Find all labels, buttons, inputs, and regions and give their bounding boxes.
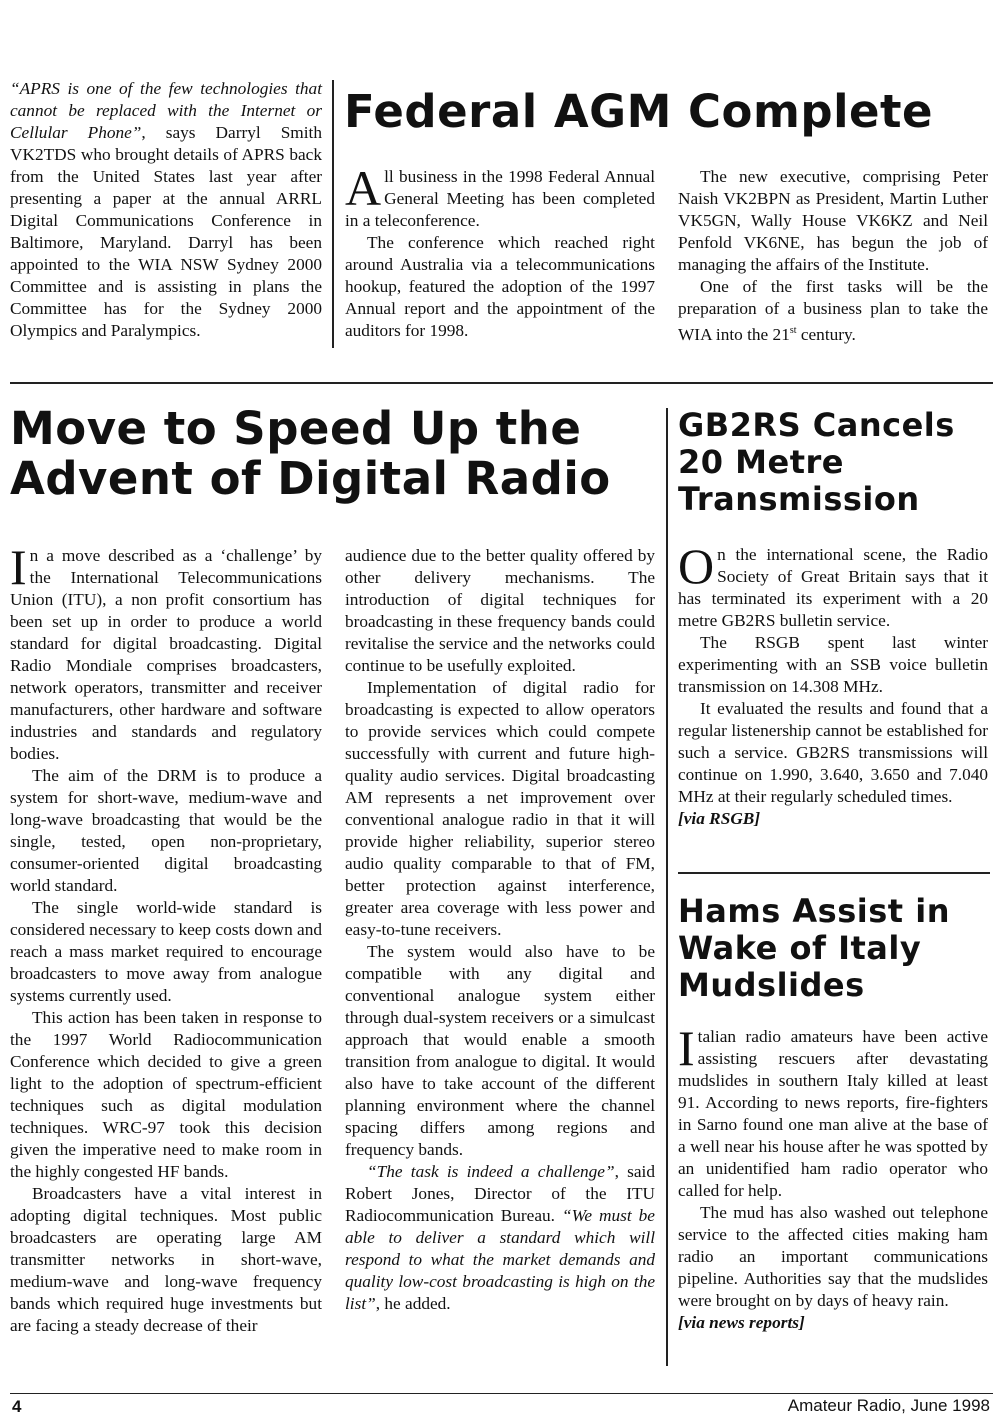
agm-paragraph-3: The new executive, comprising Peter Naish VK2BPN as President, Martin Luther VK5GN, Wally House VK6KZ and Neil Penfold VK6NE, has begun the job of managing the affairs of the Institute. (678, 167, 988, 274)
agm-paragraph-1: ll business in the 1998 Federal Annual General Meeting has been completed in a teleconference. (345, 167, 655, 230)
italy-headline (678, 893, 950, 1004)
aprs-article (10, 78, 322, 342)
digital-paragraph-2: The aim of the DRM is to produce a system for short-wave, medium-wave and long-wave broadcasting that would be the single, tested, open non-proprietary, consumer-oriented digital broadcasting world standard. (10, 766, 322, 895)
digital-dropcap: I (10, 539, 27, 595)
aprs-quote: “APRS is one of the few technologies that cannot be replaced with the Internet or Cellular Phone” (10, 79, 322, 142)
digital-paragraph-5: Broadcasters have a vital interest in adopting digital techniques. Most public broadcasters are operating large AM transmitter networks in short-wave, medium-wave and long-wave frequency bands which required huge investments but are facing a steady decrease of their (10, 1184, 322, 1335)
digital-headline-line-1: Move to Speed Up the (10, 402, 582, 455)
agm-paragraph-4: One of the first tasks will be the preparation of a business plan to take the WIA into the 21 (678, 277, 988, 344)
digital-paragraph-1: n a move described as a ‘challenge’ by the International Telecommunications Union (ITU), a non profit consortium has been set up in order to produce a world standard for digital broadcasting. Digital Radio Mondiale comprises broadcasters, network operators, transmitter and receiver manufacturers, other hardware and software industries and standards and regulatory bodies. (10, 546, 322, 763)
gb2rs-dropcap: O (678, 538, 715, 594)
gb2rs-headline-line-3: Transmission (678, 480, 920, 518)
italy-headline-line-3: Mudslides (678, 966, 865, 1004)
digital-quote-1: “The task is indeed a challenge” (367, 1162, 615, 1181)
digital-col-2 (345, 545, 655, 1315)
digital-paragraph-6: audience due to the better quality offered by other delivery mechanisms. The introduction of digital techniques for broadcasting in these frequency bands could revitalise the service and the networks could continue to be usefully exploited. (345, 546, 655, 675)
gb2rs-article (678, 538, 988, 830)
column-divider-right (666, 408, 668, 1366)
column-divider-top (332, 80, 334, 348)
gb2rs-divider (678, 872, 990, 874)
agm-paragraph-2: The conference which reached right around Australia via a telecommunications hookup, featured the adoption of the 1997 Annual report and the appointment of the auditors for 1998. (345, 233, 655, 340)
digital-quote-attribution: , said Robert Jones, Director of the ITU Radiocommunication Bureau. (345, 1162, 655, 1225)
digital-paragraph-3: The single world-wide standard is considered necessary to keep costs down and reach a mass market required to encourage broadcasters to move away from analogue systems currently used. (10, 898, 322, 1005)
agm-col-2 (678, 166, 988, 346)
publication-footer: Amateur Radio, June 1998 (787, 1396, 990, 1415)
italy-credit: [via news reports] (678, 1313, 805, 1332)
italy-dropcap: I (678, 1020, 695, 1076)
digital-paragraph-7: Implementation of digital radio for broadcasting is expected to allow operators to provide services which could compete successfully with current and future high-quality audio services. Digital broadcasting AM represents a net improvement over conventional analogue radio in that it will provide higher reliability, superior stereo audio quality comparable to that of FM, better protection against interference, greater area coverage with less power and easy-to-tune receivers. (345, 678, 655, 939)
aprs-text: , says Darryl Smith VK2TDS who brought details of APRS back from the United States last year after presenting a paper at the annual ARRL Digital Communications Conference in Baltimore, Maryland. Darryl has been appointed to the WIA NSW Sydney 2000 Committee and is assisting in plans the Committee has for the Sydney 2000 Olympics and Paralympics. (10, 123, 322, 340)
gb2rs-credit: [via RSGB] (678, 809, 761, 828)
italy-paragraph-1: talian radio amateurs have been active assisting rescuers after devastating mudslides in southern Italy killed at least 91. According to news reports, fire-fighters in Sarno found one man alive at the base of a well near his house after he was spotted by an unidentified ham radio operator who called for help. (678, 1027, 988, 1200)
gb2rs-headline-line-1: GB2RS Cancels (678, 406, 955, 444)
digital-quote-end: , he added. (375, 1294, 451, 1313)
digital-quote-2: “We must be able to deliver a standard which will respond to what the market demands and quality low-cost broadcasting is high on the list” (345, 1206, 655, 1313)
italy-paragraph-2: The mud has also washed out telephone service to the affected cities making ham radio an important communications pipeline. Authorities say that the mudslides were brought on by days of heavy rain. (678, 1203, 988, 1310)
italy-headline-line-1: Hams Assist in (678, 892, 950, 930)
digital-headline-line-2: Advent of Digital Radio (10, 452, 611, 505)
gb2rs-paragraph-2: The RSGB spent last winter experimenting with an SSB voice bulletin transmission on 14.308 MHz. (678, 633, 988, 696)
agm-paragraph-4-end: century. (796, 324, 856, 344)
gb2rs-paragraph-3: It evaluated the results and found that a regular listenership cannot be established for such a service. GB2RS transmissions will continue on 1.990, 3.640, 3.650 and 7.040 MHz at their regularly scheduled times. (678, 699, 988, 806)
agm-col-1 (345, 160, 655, 342)
agm-superscript: st (789, 325, 797, 336)
digital-paragraph-4: This action has been taken in response to the 1997 World Radiocommunication Conference which decided to give a green light to the adoption of spectrum-efficient techniques such as digital modulation techniques. WRC-97 took this decision given the imperative need to make room in the highly congested HF bands. (10, 1008, 322, 1181)
agm-headline: Federal AGM Complete (344, 85, 934, 138)
digital-paragraph-8: The system would also have to be compatible with any digital and conventional analogue system either through dual-system receivers or a simulcast approach that would enable a smooth transition from analogue to digital. It would also have to take account of the different planning environment where the channel spacing differs among regions and frequency bands. (345, 942, 655, 1159)
gb2rs-headline-line-2: 20 Metre (678, 443, 844, 481)
digital-col-1 (10, 539, 322, 1337)
italy-article (678, 1020, 988, 1334)
section-divider (10, 382, 993, 384)
italy-headline-line-2: Wake of Italy (678, 929, 922, 967)
gb2rs-headline (678, 407, 955, 518)
page-number: 4 (12, 1397, 22, 1416)
digital-headline (10, 404, 611, 504)
agm-dropcap: A (345, 160, 382, 216)
gb2rs-paragraph-1: n the international scene, the Radio Society of Great Britain says that it has terminated its experiment with a 20 metre GB2RS bulletin service. (678, 545, 988, 630)
footer-rule (10, 1393, 993, 1394)
